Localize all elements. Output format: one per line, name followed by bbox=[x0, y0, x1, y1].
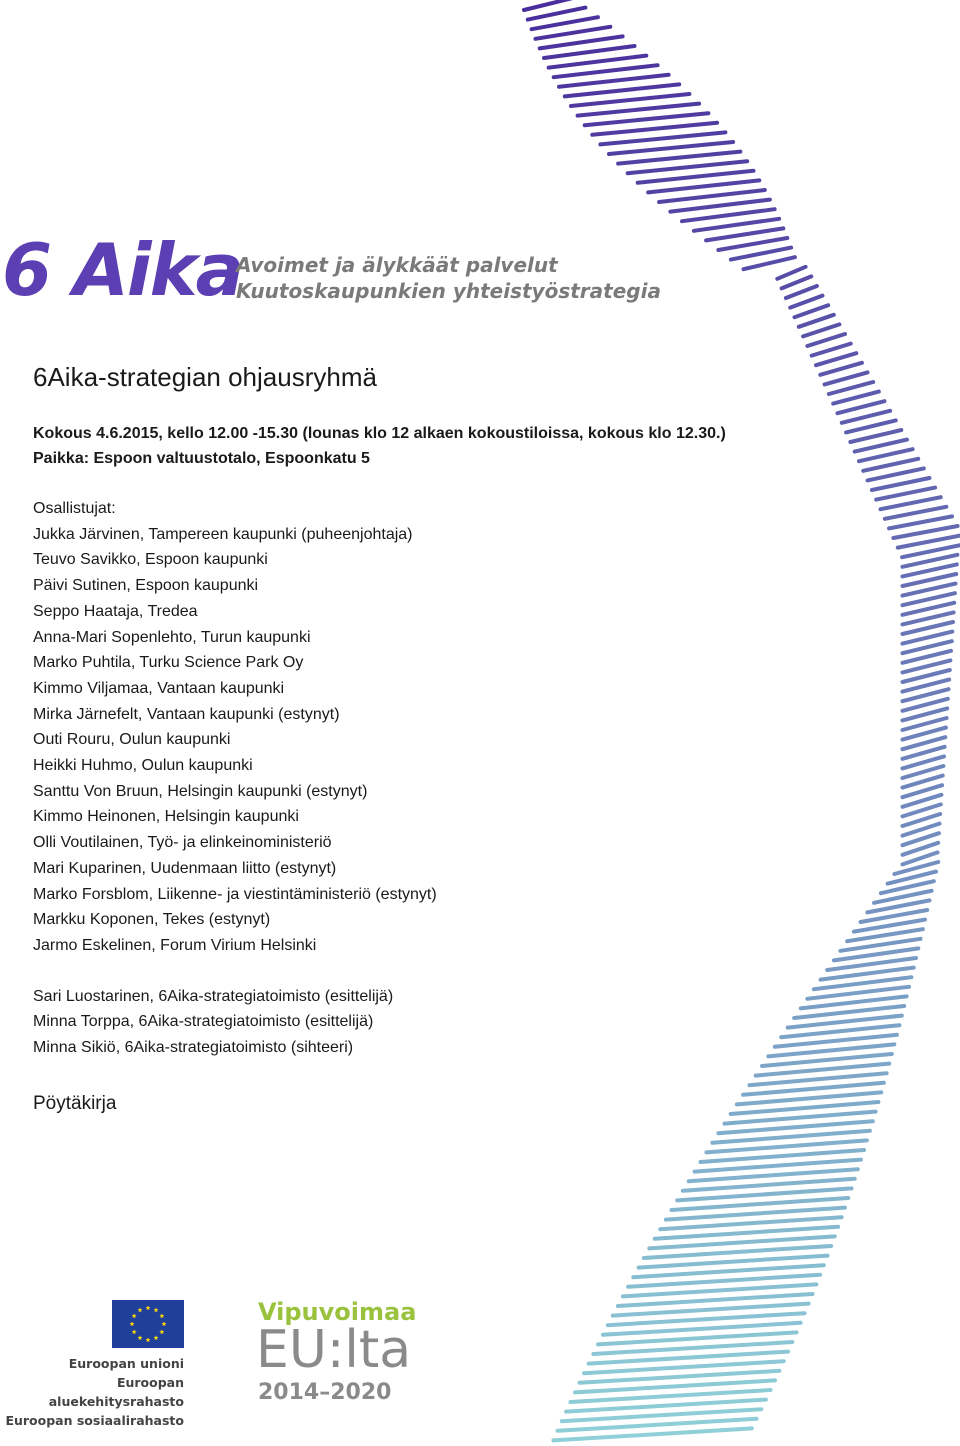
eu-funding-text bbox=[4, 1354, 184, 1430]
participant-item: Teuvo Savikko, Espoon kaupunki bbox=[33, 551, 268, 569]
ribbon-stripe bbox=[846, 420, 896, 432]
participant-item: Anna-Mari Sopenlehto, Turun kaupunki bbox=[33, 628, 311, 646]
ribbon-stripe bbox=[842, 411, 890, 423]
ribbon-stripe bbox=[859, 449, 913, 461]
ribbon-stripe bbox=[807, 334, 845, 346]
ribbon-stripe bbox=[829, 382, 873, 394]
participant-item: Kimmo Heinonen, Helsingin kaupunki bbox=[33, 808, 299, 826]
ribbon-stripe bbox=[694, 219, 779, 231]
ribbon-stripe bbox=[850, 430, 901, 442]
ribbon-stripe bbox=[786, 286, 817, 298]
staff-item: Minna Torppa, 6Aika-strategiatoimisto (esittelijä) bbox=[33, 1013, 374, 1031]
eu-line-union: Euroopan unioni bbox=[68, 1356, 184, 1371]
meeting-time: Kokous 4.6.2015, kello 12.00 -15.30 (lounas klo 12 alkaen kokoustiloissa, kokous klo 12.30.) bbox=[33, 425, 726, 442]
ribbon-stripe bbox=[706, 228, 783, 240]
meeting-place: Paikka: Espoon valtuustotalo, Espoonkatu 5 bbox=[33, 450, 370, 467]
ribbon-stripe bbox=[795, 305, 829, 317]
logo-tagline-line-2: Kuutoskaupunkien yhteistyöstrategia bbox=[236, 279, 661, 303]
staff-item: Minna Sikiö, 6Aika-strategiatoimisto (sihteeri) bbox=[33, 1039, 354, 1057]
ribbon-stripe bbox=[885, 507, 947, 519]
ribbon-stripe bbox=[825, 372, 868, 384]
participants-list bbox=[33, 522, 753, 959]
staff-list bbox=[33, 984, 753, 1061]
ribbon-stripe bbox=[524, 0, 573, 10]
ribbon-stripe bbox=[868, 468, 924, 480]
ribbon-stripe bbox=[863, 459, 918, 471]
logo-tagline-line-1: Avoimet ja älykkäät palvelut bbox=[236, 253, 558, 277]
participant-item: Santtu Von Bruun, Helsingin kaupunki (estynyt) bbox=[33, 782, 368, 800]
ribbon-stripe bbox=[528, 8, 586, 20]
ribbon-stripe bbox=[838, 401, 885, 413]
participant-item: Mirka Järnefelt, Vantaan kaupunki (estynyt) bbox=[33, 705, 340, 723]
participant-item: Seppo Haataja, Tredea bbox=[33, 602, 198, 620]
ribbon-stripe bbox=[790, 296, 822, 308]
participant-item: Mari Kuparinen, Uudenmaan liitto (estynyt) bbox=[33, 859, 337, 877]
ribbon-stripe bbox=[876, 488, 935, 500]
ribbon-stripe bbox=[803, 324, 839, 336]
ribbon-stripe bbox=[816, 353, 856, 365]
participant-item: Olli Voutilainen, Työ- ja elinkeinoministeriö bbox=[33, 834, 332, 852]
logo-tagline bbox=[236, 252, 661, 304]
vipuvoimaa-years: 2014–2020 bbox=[258, 1380, 392, 1405]
document-title: 6Aika-strategian ohjausryhmä bbox=[33, 362, 377, 392]
ribbon-stripe bbox=[744, 257, 795, 269]
participant-item: Kimmo Viljamaa, Vantaan kaupunki bbox=[33, 679, 285, 697]
participant-item: Jukka Järvinen, Tampereen kaupunki (puheenjohtaja) bbox=[33, 525, 413, 543]
participant-item: Heikki Huhmo, Oulun kaupunki bbox=[33, 757, 253, 775]
ribbon-stripe bbox=[799, 315, 834, 327]
eu-line-social-fund: Euroopan sosiaalirahasto bbox=[5, 1413, 184, 1428]
ribbon-stripe bbox=[777, 267, 805, 279]
ribbon-stripe bbox=[782, 276, 812, 288]
logo-wordmark: 6 Aika bbox=[2, 228, 243, 312]
participant-item: Marko Puhtila, Turku Science Park Oy bbox=[33, 654, 304, 672]
ribbon-stripe bbox=[532, 17, 598, 29]
document-type: Pöytäkirja bbox=[33, 1092, 117, 1114]
participant-item: Marko Forsblom, Liikenne- ja viestintäministeriö (estynyt) bbox=[33, 885, 437, 903]
eu-flag-icon bbox=[112, 1300, 184, 1348]
ribbon-stripe bbox=[889, 516, 952, 528]
vipuvoimaa-eu: EU:lta bbox=[256, 1320, 412, 1380]
eu-line-regional-fund: Euroopan aluekehitysrahasto bbox=[48, 1375, 184, 1409]
ribbon-stripe bbox=[540, 36, 623, 48]
participants-label: Osallistujat: bbox=[33, 500, 116, 517]
staff-item: Sari Luostarinen, 6Aika-strategiatoimisto (esittelijä) bbox=[33, 987, 394, 1005]
ribbon-stripe bbox=[731, 248, 791, 260]
ribbon-stripe bbox=[855, 440, 907, 452]
participant-item: Jarmo Eskelinen, Forum Virium Helsinki bbox=[33, 936, 317, 954]
ribbon-stripe bbox=[718, 238, 787, 250]
ribbon-stripe bbox=[881, 497, 941, 509]
vipuvoimaa-title: Vipuvoimaa bbox=[258, 1298, 417, 1326]
ribbon-stripe bbox=[820, 363, 862, 375]
ribbon-stripe bbox=[872, 478, 930, 490]
ribbon-stripe bbox=[812, 344, 851, 356]
ribbon-stripe bbox=[536, 27, 611, 39]
participant-item: Outi Rouru, Oulun kaupunki bbox=[33, 731, 231, 749]
participant-item: Päivi Sutinen, Espoon kaupunki bbox=[33, 577, 259, 595]
document-body bbox=[33, 360, 753, 1116]
ribbon-stripe bbox=[833, 392, 879, 404]
participant-item: Markku Koponen, Tekes (estynyt) bbox=[33, 911, 271, 929]
